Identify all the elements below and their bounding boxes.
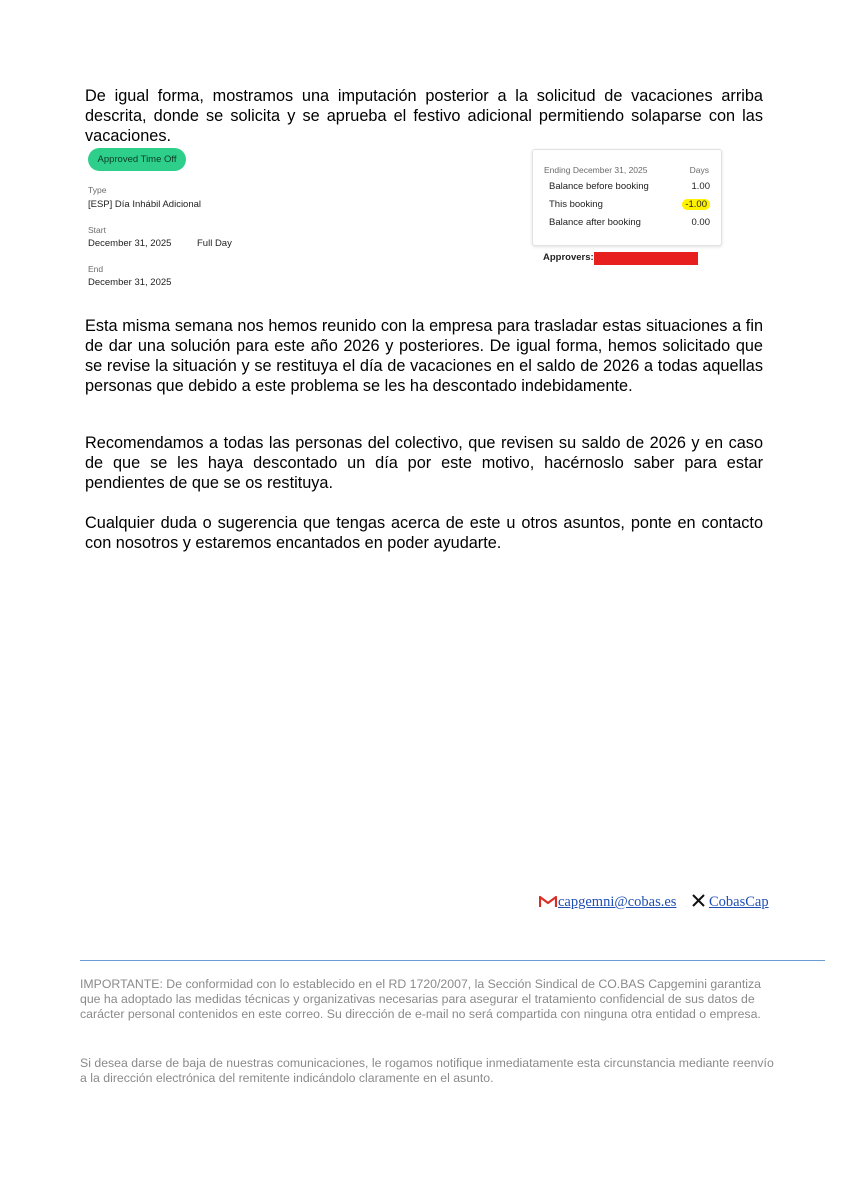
footer-divider: [80, 960, 825, 961]
redaction-bar: [594, 252, 698, 265]
approvers-label: Approvers:: [543, 252, 594, 263]
balance-row-value: 0.00: [691, 217, 710, 228]
email-link[interactable]: capgemni@cobas.es: [558, 894, 677, 910]
balance-row-label: Balance after booking: [549, 217, 641, 228]
footer-legal-notice: IMPORTANTE: De conformidad con lo establecido en el RD 1720/2007, la Sección Sindical de CO.BAS Capgemini garantiza que ha adoptado las medidas técnicas y organizativas necesarias para asegurar el tratamiento confidencial de sus datos de carácter personal contenidos en este correo. Su dirección de e-mail no será compartida con ninguna otra entidad o empresa.: [80, 977, 762, 1021]
days-header: Days: [689, 165, 709, 175]
balance-row-label: Balance before booking: [549, 181, 649, 192]
balance-row-value: 1.00: [691, 181, 710, 192]
type-value: [ESP] Día Inhábil Adicional: [88, 199, 202, 210]
booking-highlighted-value: -1.00: [682, 199, 710, 210]
intro-paragraph: De igual forma, mostramos una imputación posterior a la solicitud de vacaciones arriba descrita, donde se solicita y se aprueba el festivo adicional permitiendo solaparse con las vacaciones.: [85, 87, 763, 145]
end-label: End: [88, 264, 104, 274]
start-date: December 31, 2025: [88, 238, 172, 249]
end-date: December 31, 2025: [88, 277, 172, 288]
meeting-paragraph: Esta misma semana nos hemos reunido con la empresa para trasladar estas situaciones a fin de dar una solución para este año 2026 y posteriores. De igual forma, hemos solicitado que se revise la situación y se restituya el día de vacaciones en el saldo de 2026 a todas aquellas personas que debido a este problema se les ha descontado indebidamente.: [85, 317, 763, 395]
gmail-icon: [539, 895, 557, 908]
balance-card: [532, 149, 722, 246]
balance-header: Ending December 31, 2025: [544, 165, 648, 175]
start-label: Start: [88, 225, 106, 235]
contact-paragraph: Cualquier duda o sugerencia que tengas acerca de este u otros asuntos, ponte en contacto con nosotros y estaremos encantados en poder ayudarte.: [85, 514, 763, 552]
footer-unsubscribe-notice: Si desea darse de baja de nuestras comunicaciones, le rogamos notifique inmediatamente esta circunstancia mediante reenvío a la dirección electrónica del remitente indicándolo claramente en el asunto.: [80, 1056, 774, 1085]
approved-time-off-badge: Approved Time Off: [88, 148, 186, 171]
x-twitter-icon: [692, 894, 705, 907]
start-duration: Full Day: [197, 238, 232, 249]
type-label: Type: [88, 185, 107, 195]
recommendation-paragraph: Recomendamos a todas las personas del colectivo, que revisen su saldo de 2026 y en caso de que se les haya descontado un día por este motivo, hacérnoslo saber para estar pendientes de que se os restituya.: [85, 434, 763, 492]
twitter-link[interactable]: CobasCap: [709, 894, 769, 910]
balance-row-label: This booking: [549, 199, 603, 210]
